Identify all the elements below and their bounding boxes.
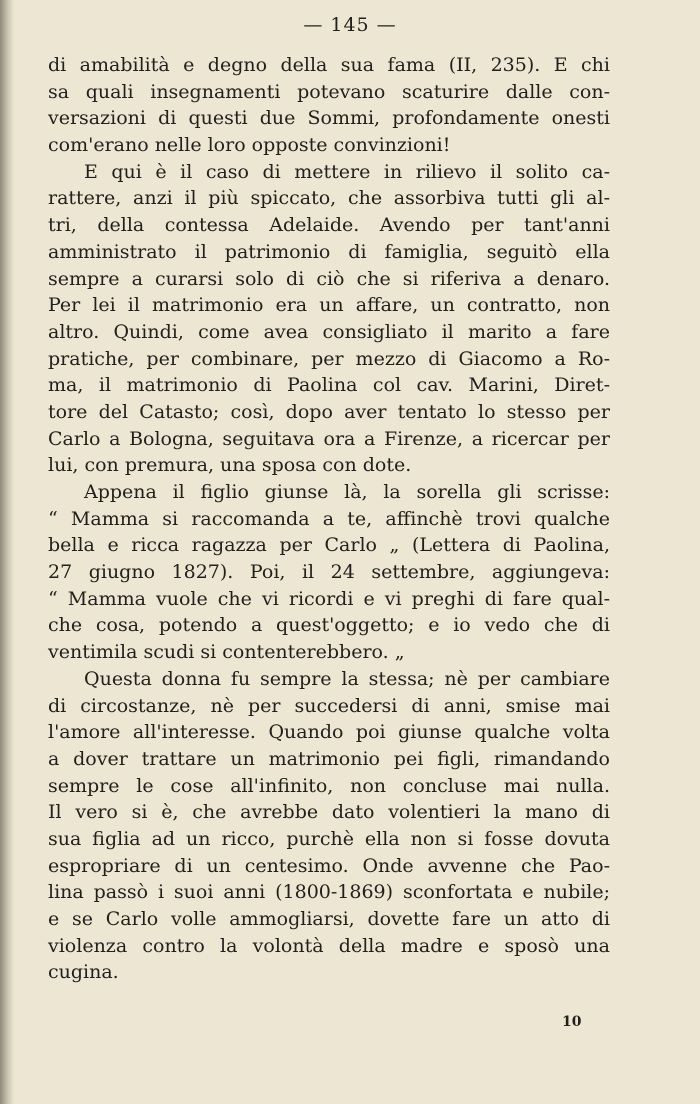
text-line: lina passò i suoi anni (1800-1869) sconfortata e nubile; xyxy=(48,881,610,904)
text-line: Il vero si è, che avrebbe dato volentieri la mano di xyxy=(48,801,610,824)
text-line: Questa donna fu sempre la stessa; nè per cambiare xyxy=(84,667,610,690)
text-line: ma, il matrimonio di Paolina col cav. Marini, Diret- xyxy=(48,374,610,397)
text-line: e se Carlo volle ammogliarsi, dovette fare un atto di xyxy=(48,908,610,930)
text-line: amministrato il patrimonio di famiglia, seguitò ella xyxy=(48,240,610,263)
page-number: — 145 — xyxy=(303,14,397,36)
text-line: ventimila scudi si contenterebbero. „ xyxy=(48,641,405,664)
text-line: 27 giugno 1827). Poi, il 24 settembre, aggiungeva: xyxy=(48,561,610,584)
text-line: com'erano nelle loro opposte convinzioni! xyxy=(48,134,451,157)
text-line: espropriare di un centesimo. Onde avvenne che Pao- xyxy=(48,854,610,877)
text-line: “ Mamma si raccomanda a te, affinchè trovi qualche xyxy=(48,507,610,530)
text-line: pratiche, per combinare, per mezzo di Giacomo a Ro- xyxy=(48,347,610,370)
text-line: tore del Catasto; così, dopo aver tentato lo stesso per xyxy=(48,400,610,423)
text-line: E qui è il caso di mettere in rilievo il solito ca- xyxy=(84,160,610,183)
text-line: rattere, anzi il più spiccato, che assorbiva tutti gli al- xyxy=(48,187,610,210)
book-spine-shadow xyxy=(0,0,14,1104)
text-line: a dover trattare un matrimonio pei figli, rimandando xyxy=(48,747,610,770)
text-line: violenza contro la volontà della madre e sposò una xyxy=(48,934,610,957)
text-line: che cosa, potendo a quest'oggetto; e io vedo che di xyxy=(48,614,610,637)
text-line: sa quali insegnamenti potevano scaturire dalle con- xyxy=(48,80,610,103)
text-line: di amabilità e degno della sua fama (II, 235). E chi xyxy=(48,54,610,76)
text-line: Appena il figlio giunse là, la sorella gli scrisse: xyxy=(84,481,610,503)
text-line: bella e ricca ragazza per Carlo „ (Lettera di Paolina, xyxy=(48,534,610,557)
text-line: lui, con premura, una sposa con dote. xyxy=(48,454,412,477)
text-line: di circostanze, nè per succedersi di anni, smise mai xyxy=(48,694,610,717)
text-line: versazioni di questi due Sommi, profondamente onesti xyxy=(48,107,610,130)
signature-mark: 10 xyxy=(562,1014,582,1030)
text-line: sua figlia ad un ricco, purchè ella non si fosse dovuta xyxy=(48,827,610,850)
text-line: altro. Quindi, come avea consigliato il marito a fare xyxy=(48,320,610,343)
text-line: cugina. xyxy=(48,961,119,984)
body-text xyxy=(48,52,610,986)
text-line: Carlo a Bologna, seguitava ora a Firenze, a ricercar per xyxy=(48,427,610,450)
text-line: “ Mamma vuole che vi ricordi e vi preghi di fare qual- xyxy=(48,587,610,610)
text-line: l'amore all'interesse. Quando poi giunse qualche volta xyxy=(48,721,610,744)
text-line: sempre a curarsi solo di ciò che si riferiva a denaro. xyxy=(48,267,610,290)
text-line: tri, della contessa Adelaide. Avendo per tant'anni xyxy=(48,214,610,237)
text-line: sempre le cose all'infinito, non concluse mai nulla. xyxy=(48,774,610,797)
text-line: Per lei il matrimonio era un affare, un contratto, non xyxy=(48,294,610,317)
